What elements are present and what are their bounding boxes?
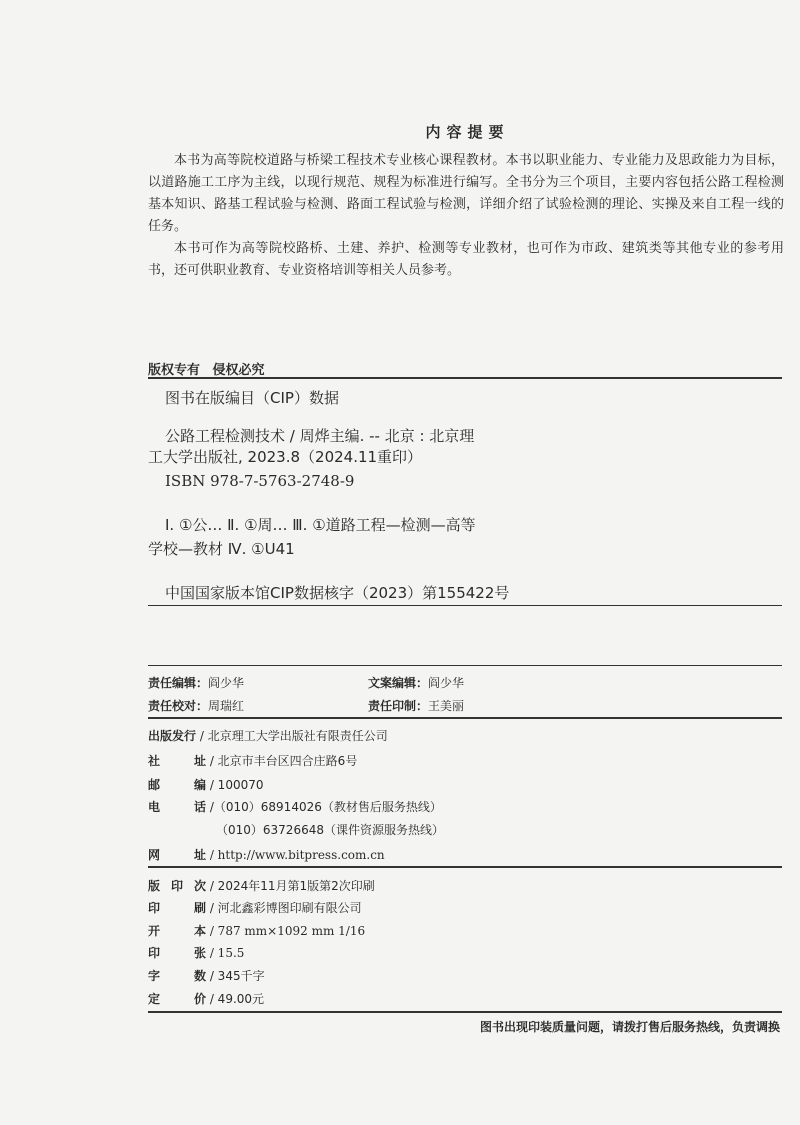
cip-title-line: 公路工程检测技术 / 周烨主编. -- 北京 : 北京理 <box>165 427 475 445</box>
quality-notice: 图书出现印装质量问题，请拨打售后服务热线，负责调换 <box>479 1020 780 1034</box>
summary-paragraph: 本书为高等院校道路与桥梁工程技术专业核心课程教材。本书以职业能力、专业能力及思政能力为目标，以道路施工工序为主线，以现行规范、规程为标准进行编写。全书分为三个项目，主要内容包括公路工程检测基本知识、路基工程试验与检测、路面工程试验与检测，详细介绍了试验检测的理论、实操及来自工程一线的任务。 <box>148 153 784 234</box>
info-format <box>148 922 365 939</box>
cip-classification: Ⅰ. ①公… Ⅱ. ①周… Ⅲ. ①道路工程—检测—高等 <box>165 516 476 534</box>
info-value: / http://www.bitpress.com.cn <box>209 848 385 862</box>
info-price <box>148 990 264 1007</box>
divider <box>148 665 782 666</box>
credit-value: 阎少华 <box>428 676 465 690</box>
info-label: 定 价 <box>148 992 206 1006</box>
credit-value: 周瑞红 <box>208 699 245 713</box>
credit-label: 责任印制： <box>368 699 429 713</box>
divider <box>148 605 782 606</box>
info-label: 出版发行 <box>148 729 197 743</box>
summary-title: 内容提要 <box>425 123 510 141</box>
info-postcode <box>148 776 264 793</box>
info-sheets <box>148 944 244 961</box>
info-value: / 100070 <box>209 778 264 792</box>
cip-isbn: ISBN 978-7-5763-2748-9 <box>165 472 355 490</box>
info-label: 版印次 <box>148 879 206 893</box>
info-distribution <box>148 727 388 744</box>
info-label: 电 话 <box>148 800 206 814</box>
cip-classification: 学校—教材 Ⅳ. ①U41 <box>148 540 295 558</box>
info-label: 字 数 <box>148 969 206 983</box>
info-address <box>148 752 357 769</box>
info-value: / 北京理工大学出版社有限责任公司 <box>199 729 388 743</box>
summary-paragraph: 本书可作为高等院校路桥、土建、养护、检测等专业教材，也可作为市政、建筑类等其他专业的参考用书，还可供职业教育、专业资格培训等相关人员参考。 <box>148 241 784 278</box>
info-value: / 河北鑫彩博图印刷有限公司 <box>209 901 362 915</box>
info-value: / 15.5 <box>209 946 245 960</box>
info-label: 印 张 <box>148 946 206 960</box>
credit-label: 责任编辑： <box>148 676 209 690</box>
rights-notice: 版权专有 侵权必究 <box>148 363 265 378</box>
info-printer <box>148 899 362 916</box>
divider <box>148 866 782 868</box>
credit-value: 王美丽 <box>428 699 465 713</box>
credit-value: 阎少华 <box>208 676 245 690</box>
divider <box>148 717 782 719</box>
credit-proofreader <box>148 697 244 714</box>
info-label: 社 址 <box>148 754 206 768</box>
summary-text <box>148 150 784 282</box>
cip-title-line: 工大学出版社, 2023.8（2024.11重印） <box>148 448 423 466</box>
info-edition <box>148 877 375 894</box>
cip-record-number: 中国国家版本馆CIP数据核字（2023）第155422号 <box>165 584 510 602</box>
cip-heading: 图书在版编目（CIP）数据 <box>165 389 339 407</box>
divider <box>148 377 782 379</box>
info-label: 印 刷 <box>148 901 206 915</box>
credit-label: 责任校对： <box>148 699 209 713</box>
info-value: / 49.00元 <box>209 992 265 1006</box>
info-value: / 2024年11月第1版第2次印刷 <box>209 879 375 893</box>
info-website <box>148 846 385 863</box>
info-label: 网 址 <box>148 848 206 862</box>
credit-label: 文案编辑： <box>368 676 429 690</box>
info-word-count <box>148 967 265 984</box>
info-value: / 787 mm×1092 mm 1/16 <box>209 924 366 938</box>
credit-printing <box>368 697 464 714</box>
info-phone-secondary: （010）63726648（课件资源服务热线） <box>216 823 444 837</box>
credit-copy-editor <box>368 674 464 691</box>
info-value: / 北京市丰台区四合庄路6号 <box>209 754 358 768</box>
info-label: 邮 编 <box>148 778 206 792</box>
info-phone <box>148 798 442 815</box>
divider <box>148 1011 782 1013</box>
credit-editor <box>148 674 244 691</box>
info-label: 开 本 <box>148 924 206 938</box>
info-value: /（010）68914026（教材售后服务热线） <box>209 800 442 814</box>
info-value: / 345千字 <box>209 969 265 983</box>
